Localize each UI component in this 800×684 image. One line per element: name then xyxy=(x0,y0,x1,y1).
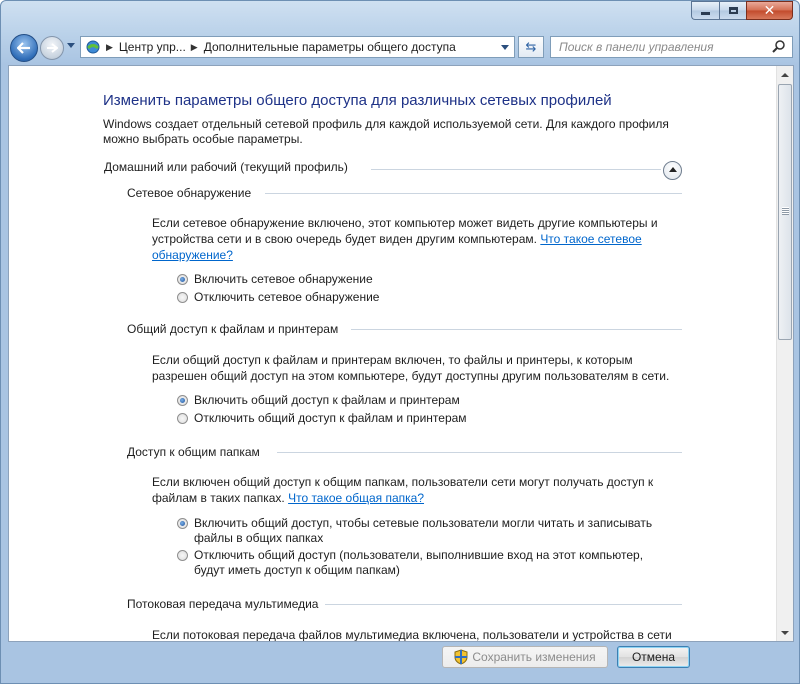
profile-header: Домашний или рабочий (текущий профиль) xyxy=(104,160,348,174)
minimize-button[interactable] xyxy=(691,1,719,20)
scroll-down-button[interactable] xyxy=(777,624,793,641)
chevron-up-icon xyxy=(669,167,677,172)
radio-label[interactable]: Отключить сетевое обнаружение xyxy=(194,290,380,304)
profile-divider xyxy=(371,169,661,170)
radio-button[interactable] xyxy=(177,292,188,303)
scroll-up-icon xyxy=(781,73,789,77)
scrollbar-thumb[interactable] xyxy=(778,84,792,340)
section-desc-file-printer-sharing xyxy=(152,352,669,384)
breadcrumb-control-panel[interactable]: Центр упр... xyxy=(118,40,186,54)
forward-arrow-icon xyxy=(46,43,58,53)
collapse-profile-button[interactable] xyxy=(663,161,682,180)
forward-button[interactable] xyxy=(40,36,64,60)
grip-icon xyxy=(782,207,789,215)
public-folder-help-link[interactable]: Что такое общая папка? xyxy=(288,491,425,505)
radio-label[interactable] xyxy=(194,516,652,546)
label-line[interactable]: будут иметь доступ к общим папкам) xyxy=(194,563,400,577)
chevron-down-icon xyxy=(501,45,509,50)
intro-text xyxy=(103,117,669,147)
caption-buttons xyxy=(691,1,793,20)
network-discovery-help-link-cont[interactable]: обнаружение? xyxy=(152,248,233,262)
maximize-icon xyxy=(729,7,738,14)
desc-line: файлам в таких папках. xyxy=(152,491,285,505)
intro-line-2: можно выбрать особые параметры. xyxy=(103,132,303,146)
label-line[interactable]: Включить общий доступ, чтобы сетевые пользователи могли читать и записывать xyxy=(194,516,653,530)
label-line[interactable]: Отключить общий доступ (пользователи, выполнившие вход на этот компьютер, xyxy=(194,548,644,562)
section-divider xyxy=(325,604,682,605)
address-bar[interactable] xyxy=(80,36,515,58)
uac-shield-icon xyxy=(454,649,468,665)
search-placeholder: Поиск в панели управления xyxy=(559,40,714,54)
scroll-up-button[interactable] xyxy=(777,66,793,83)
vertical-scrollbar[interactable] xyxy=(776,66,793,641)
content-pane xyxy=(8,65,794,642)
breadcrumb-advanced-sharing[interactable]: Дополнительные параметры общего доступа xyxy=(203,40,456,54)
save-changes-button[interactable] xyxy=(442,646,608,668)
radio-disable-public-folders[interactable] xyxy=(177,548,643,578)
back-arrow-icon xyxy=(17,42,31,54)
refresh-button[interactable] xyxy=(518,36,544,58)
section-desc-media-streaming: Если потоковая передача файлов мультимедиа включена, пользователи и устройства в сети xyxy=(152,628,672,642)
section-title-network-discovery: Сетевое обнаружение xyxy=(127,186,252,200)
search-icon[interactable] xyxy=(770,38,788,56)
search-input[interactable] xyxy=(550,36,793,58)
section-desc-public-folders xyxy=(152,474,653,506)
refresh-icon: ⇆ xyxy=(525,39,537,54)
section-desc-network-discovery xyxy=(152,215,658,263)
section-divider xyxy=(277,452,682,453)
save-changes-label: Сохранить изменения xyxy=(472,650,596,664)
section-divider xyxy=(351,329,682,330)
radio-disable-network-discovery[interactable] xyxy=(177,290,379,305)
scroll-down-icon xyxy=(781,631,789,635)
minimize-icon xyxy=(701,12,710,15)
radio-label[interactable]: Включить общий доступ к файлам и принтерам xyxy=(194,393,460,407)
radio-label[interactable] xyxy=(194,548,643,578)
radio-disable-file-printer-sharing[interactable] xyxy=(177,411,467,426)
close-icon: ✕ xyxy=(763,2,776,19)
radio-button[interactable] xyxy=(177,395,188,406)
page-title: Изменить параметры общего доступа для различных сетевых профилей xyxy=(103,92,612,109)
radio-label[interactable]: Отключить общий доступ к файлам и принтерам xyxy=(194,411,467,425)
recent-pages-dropdown[interactable] xyxy=(67,43,75,48)
radio-button[interactable] xyxy=(177,518,188,529)
address-dropdown-button[interactable] xyxy=(496,37,514,57)
breadcrumb-separator-icon[interactable]: ▶ xyxy=(190,41,198,52)
cancel-label: Отмена xyxy=(631,650,676,664)
desc-line: Если сетевое обнаружение включено, этот компьютер может видеть другие компьютеры и xyxy=(152,216,658,230)
desc-line: разрешен общий доступ на этом компьютере, будут доступны другим пользователям в сети. xyxy=(152,369,670,383)
radio-button[interactable] xyxy=(177,413,188,424)
cancel-button[interactable] xyxy=(617,646,690,668)
close-button[interactable] xyxy=(746,1,793,20)
back-button[interactable] xyxy=(10,34,38,62)
desc-line: устройства сети и в свою очередь будет виден другим компьютерам. xyxy=(152,232,537,246)
radio-label[interactable]: Включить сетевое обнаружение xyxy=(194,272,373,286)
radio-enable-public-folders[interactable] xyxy=(177,516,652,546)
label-line[interactable]: файлы в общих папках xyxy=(194,531,324,545)
section-divider xyxy=(265,193,682,194)
desc-line: Если включен общий доступ к общим папкам, пользователи сети могут получать доступ к xyxy=(152,475,654,489)
maximize-button[interactable] xyxy=(719,1,746,20)
network-icon xyxy=(85,39,101,55)
radio-enable-network-discovery[interactable] xyxy=(177,272,373,287)
section-title-public-folders: Доступ к общим папкам xyxy=(127,445,260,459)
network-discovery-help-link[interactable]: Что такое сетевое xyxy=(540,232,642,246)
radio-button[interactable] xyxy=(177,274,188,285)
radio-button[interactable] xyxy=(177,550,188,561)
radio-enable-file-printer-sharing[interactable] xyxy=(177,393,460,408)
desc-line: Если общий доступ к файлам и принтерам включен, то файлы и принтеры, к которым xyxy=(152,353,633,367)
breadcrumb-separator-icon[interactable]: ▶ xyxy=(106,41,113,52)
section-title-file-printer-sharing: Общий доступ к файлам и принтерам xyxy=(127,322,339,336)
section-title-media-streaming: Потоковая передача мультимедиа xyxy=(127,597,319,611)
intro-line-1: Windows создает отдельный сетевой профиль для каждой используемой сети. Для каждого профиля xyxy=(103,117,669,131)
